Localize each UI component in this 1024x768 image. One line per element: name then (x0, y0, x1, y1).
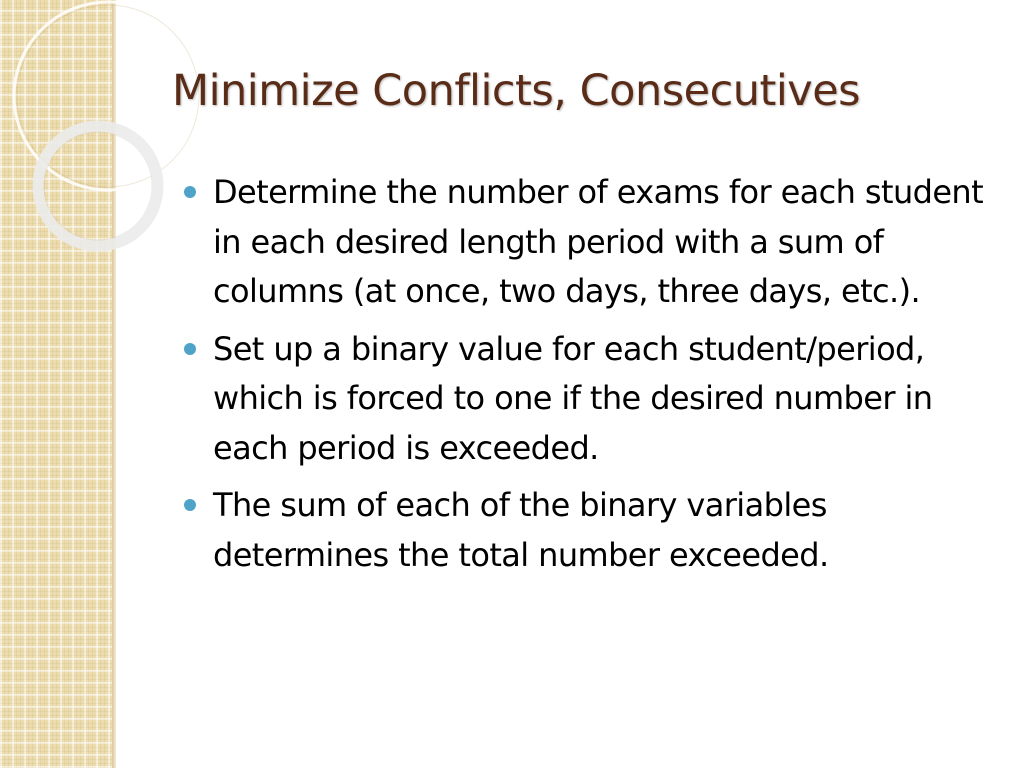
bullet-text: Determine the number of exams for each student in each desired length period with a sum of columns (at once, two days, three days, etc.). (213, 173, 984, 310)
slide-title: Minimize Conflicts, Consecutives (172, 66, 861, 116)
bullet-item (184, 168, 996, 317)
bullet-text: Set up a binary value for each student/period, which is forced to one if the desired number in each period is exceeded. (213, 329, 933, 467)
bullet-dot-icon (184, 186, 196, 198)
bullet-list (184, 168, 996, 588)
bullet-item (184, 481, 996, 580)
bullet-item (184, 325, 996, 474)
bullet-dot-icon (184, 499, 196, 511)
bullet-text: The sum of each of the binary variables determines the total number exceeded. (213, 486, 829, 574)
bullet-dot-icon (184, 343, 196, 355)
